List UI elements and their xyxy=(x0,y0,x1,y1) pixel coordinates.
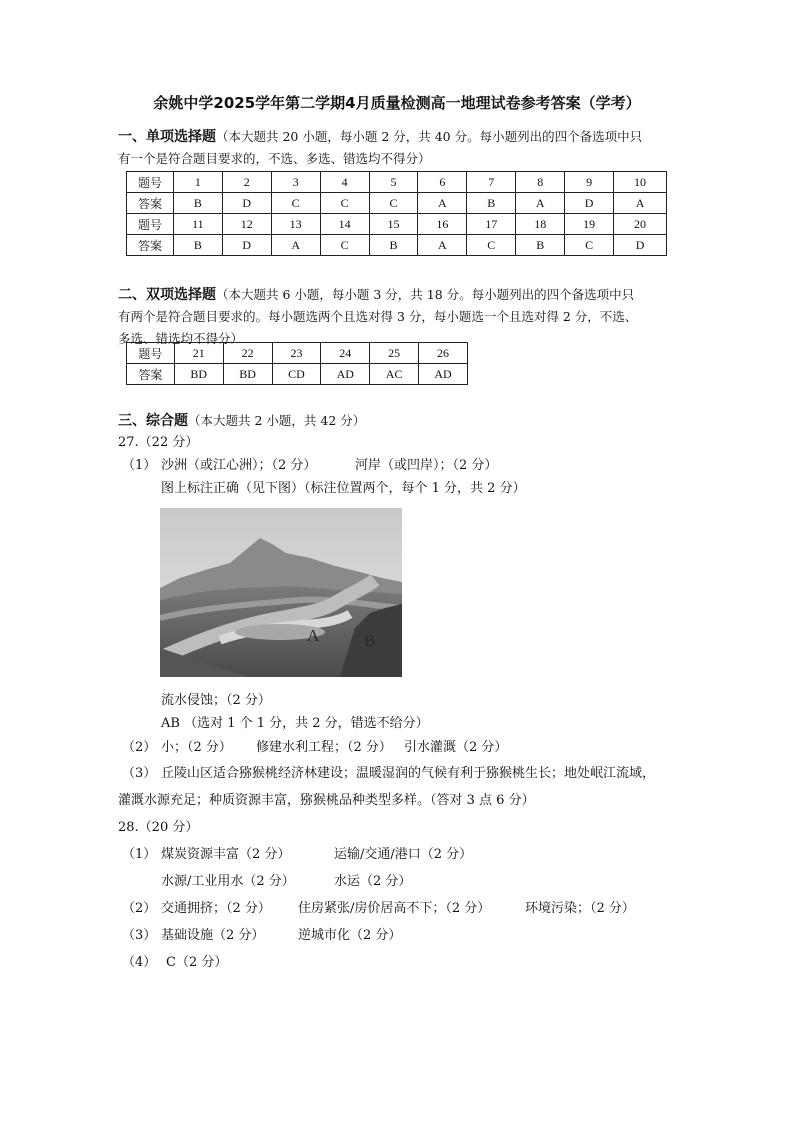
q27-part3-line1: 丘陵山区适合猕猴桃经济林建设；温暖湿润的气候有利于猕猴桃生长；地处岷江流域， xyxy=(161,766,656,781)
table-row xyxy=(127,193,667,214)
section2-intro xyxy=(118,284,634,304)
answer-cell: D xyxy=(222,235,271,256)
q27-part2-answer-c: 引水灌溉（2 分） xyxy=(404,740,508,755)
row-label: 题号 xyxy=(127,214,174,235)
answer-cell: C xyxy=(320,193,369,214)
q28-head: 28.（20 分） xyxy=(118,820,199,835)
answer-cell: D xyxy=(614,235,667,256)
q28-part1-answer-a: 煤炭资源丰富（2 分） xyxy=(161,847,291,862)
answer-cell: AD xyxy=(321,364,370,385)
q28-part2-answer-b: 住房紧张/房价居高不下；（2 分） xyxy=(298,901,491,916)
section2-answer-table xyxy=(126,342,468,385)
q28-part3-answer-b: 逆城市化（2 分） xyxy=(298,928,402,943)
answer-cell: AD xyxy=(419,364,468,385)
answer-cell: B xyxy=(369,235,418,256)
answer-cell: D xyxy=(565,193,614,214)
answer-cell: C xyxy=(369,193,418,214)
section2-desc-line3: 多选、错选均不得分） xyxy=(118,331,244,346)
question-number-cell: 2 xyxy=(222,172,271,193)
q27-head: 27.（22 分） xyxy=(118,435,199,450)
section1-desc-line2: 有一个是符合题目要求的，不选、多选、错选均不得分） xyxy=(118,151,431,166)
answer-cell: AC xyxy=(370,364,419,385)
table-row xyxy=(127,343,468,364)
question-number-cell: 22 xyxy=(223,343,272,364)
question-number-cell: 16 xyxy=(418,214,467,235)
q28-part1-answer-d: 水运（2 分） xyxy=(334,874,412,889)
answer-cell: C xyxy=(565,235,614,256)
answer-cell: B xyxy=(173,193,222,214)
question-number-cell: 17 xyxy=(467,214,516,235)
question-number-cell: 18 xyxy=(516,214,565,235)
question-number-cell: 7 xyxy=(467,172,516,193)
question-number-cell: 6 xyxy=(418,172,467,193)
q27-part3-num: （3） xyxy=(122,766,157,781)
answer-cell: D xyxy=(222,193,271,214)
row-label: 答案 xyxy=(127,364,175,385)
question-number-cell: 26 xyxy=(419,343,468,364)
question-number-cell: 5 xyxy=(369,172,418,193)
table-row xyxy=(127,364,468,385)
answer-cell: B xyxy=(516,235,565,256)
row-label: 答案 xyxy=(127,193,174,214)
section3-desc: （本大题共 2 小题，共 42 分） xyxy=(188,413,366,428)
answer-cell: A xyxy=(614,193,667,214)
answer-cell: CD xyxy=(272,364,321,385)
row-label: 答案 xyxy=(127,235,174,256)
question-number-cell: 13 xyxy=(271,214,320,235)
answer-cell: A xyxy=(516,193,565,214)
page-title: 余姚中学2025学年第二学期4月质量检测高一地理试卷参考答案（学考） xyxy=(153,94,641,112)
row-label: 题号 xyxy=(127,343,175,364)
answer-cell: A xyxy=(418,193,467,214)
question-number-cell: 4 xyxy=(320,172,369,193)
q27-part1-num: （1） xyxy=(122,458,157,473)
question-number-cell: 19 xyxy=(565,214,614,235)
section1-heading: 一、单项选择题 xyxy=(118,129,216,145)
table-row xyxy=(127,235,667,256)
q28-part3-answer-a: 基础设施（2 分） xyxy=(161,928,265,943)
question-number-cell: 15 xyxy=(369,214,418,235)
question-number-cell: 1 xyxy=(173,172,222,193)
answer-cell: BD xyxy=(174,364,223,385)
q28-part3-num: （3） xyxy=(122,928,157,943)
question-number-cell: 14 xyxy=(320,214,369,235)
answer-cell: B xyxy=(173,235,222,256)
q28-part4-num: （4） xyxy=(122,955,157,970)
section1-desc-line1: （本大题共 20 小题，每小题 2 分，共 40 分。每小题列出的四个备选项中只 xyxy=(216,129,643,144)
question-number-cell: 23 xyxy=(272,343,321,364)
section2-desc-line1: （本大题共 6 小题，每小题 3 分，共 18 分。每小题列出的四个备选项中只 xyxy=(216,287,635,302)
question-number-cell: 12 xyxy=(222,214,271,235)
q27-part1-answer-a: 沙洲（或江心洲）；（2 分） xyxy=(161,458,317,473)
river-landscape-photo xyxy=(160,508,402,677)
q28-part2-num: （2） xyxy=(122,901,157,916)
q27-part1-line3: 流水侵蚀；（2 分） xyxy=(161,693,271,708)
q28-part1-answer-b: 运输/交通/港口（2 分） xyxy=(334,847,473,862)
answer-cell: BD xyxy=(223,364,272,385)
section3-intro xyxy=(118,410,365,430)
answer-cell: C xyxy=(467,235,516,256)
section1-intro xyxy=(118,126,642,146)
photo-label-b: B xyxy=(364,631,376,650)
answer-cell: C xyxy=(320,235,369,256)
question-number-cell: 3 xyxy=(271,172,320,193)
q27-part3-line2: 灌溉水源充足；种质资源丰富，猕猴桃品种类型多样。（答对 3 点 6 分） xyxy=(118,793,535,808)
q27-part1-line2: 图上标注正确（见下图）（标注位置两个，每个 1 分，共 2 分） xyxy=(161,481,526,496)
q27-part1-answer-b: 河岸（或凹岸）；（2 分） xyxy=(355,458,498,473)
q27-part2-num: （2） xyxy=(122,740,157,755)
question-number-cell: 8 xyxy=(516,172,565,193)
q28-part2-answer-c: 环境污染；（2 分） xyxy=(525,901,635,916)
q27-part2-answer-a: 小；（2 分） xyxy=(161,740,232,755)
q28-part2-answer-a: 交通拥挤；（2 分） xyxy=(161,901,271,916)
answer-cell: B xyxy=(467,193,516,214)
row-label: 题号 xyxy=(127,172,174,193)
table-row xyxy=(127,214,667,235)
section2-desc-line2: 有两个是符合题目要求的。每小题选两个且选对得 3 分，每小题选一个且选对得 2 分，不选、 xyxy=(118,309,638,324)
answer-cell: A xyxy=(418,235,467,256)
q28-part1-num: （1） xyxy=(122,847,157,862)
question-number-cell: 21 xyxy=(174,343,223,364)
question-number-cell: 25 xyxy=(370,343,419,364)
answer-cell: A xyxy=(271,235,320,256)
q27-part1-line4: AB （选对 1 个 1 分，共 2 分，错选不给分） xyxy=(161,716,429,731)
section2-heading: 二、双项选择题 xyxy=(118,287,216,303)
question-number-cell: 10 xyxy=(614,172,667,193)
section1-answer-table xyxy=(126,171,667,256)
question-number-cell: 11 xyxy=(173,214,222,235)
q28-part4-answer: C（2 分） xyxy=(166,955,228,970)
photo-label-a: A xyxy=(307,626,320,645)
section3-heading: 三、综合题 xyxy=(118,413,188,429)
q27-part2-answer-b: 修建水利工程；（2 分） xyxy=(256,740,392,755)
table-row xyxy=(127,172,667,193)
answer-cell: C xyxy=(271,193,320,214)
question-number-cell: 20 xyxy=(614,214,667,235)
question-number-cell: 9 xyxy=(565,172,614,193)
q28-part1-answer-c: 水源/工业用水（2 分） xyxy=(161,874,295,889)
question-number-cell: 24 xyxy=(321,343,370,364)
